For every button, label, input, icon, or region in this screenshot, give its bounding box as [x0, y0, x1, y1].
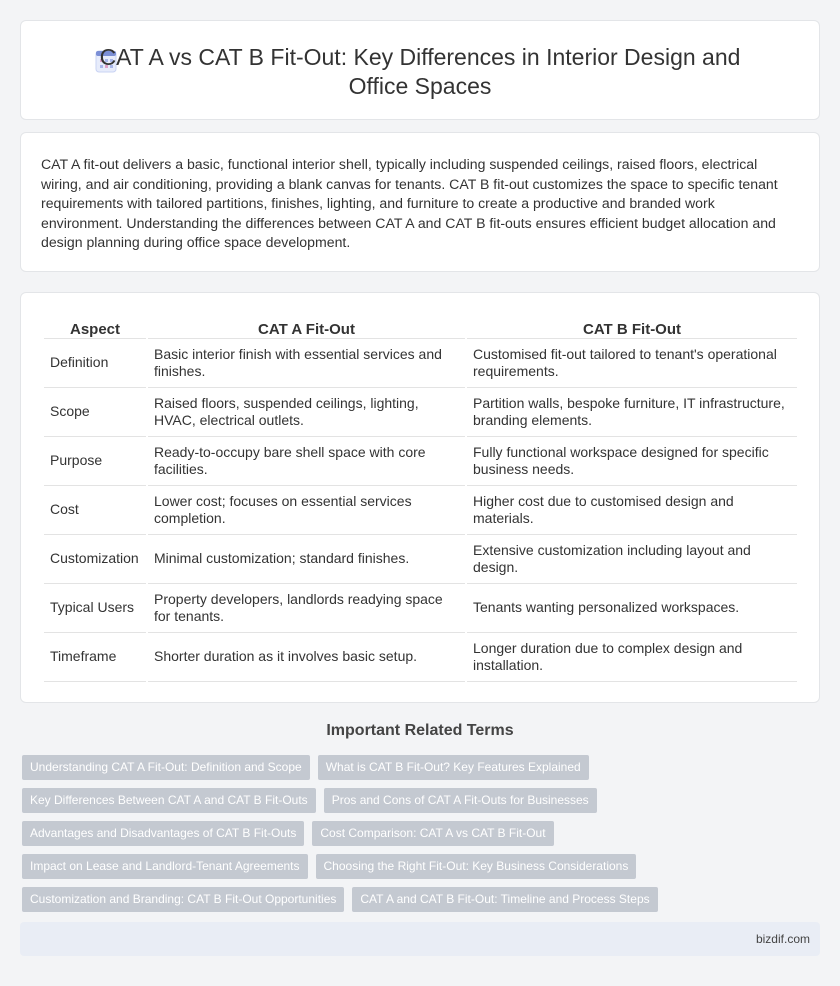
tag-row	[22, 788, 802, 813]
site-name: bizdif.com	[755, 932, 810, 946]
cat-a-cell: Minimal customization; standard finishes.	[148, 535, 465, 584]
intro-card	[20, 132, 820, 272]
cat-b-cell: Tenants wanting personalized workspaces.	[467, 584, 797, 633]
footer	[20, 922, 820, 956]
cat-a-cell: Lower cost; focuses on essential services completion.	[148, 486, 465, 535]
related-term-link[interactable]: Key Differences Between CAT A and CAT B Fit-Outs	[22, 788, 316, 813]
tag-row	[22, 854, 802, 879]
table-row	[44, 339, 797, 388]
aspect-cell: Timeframe	[44, 633, 146, 682]
cat-a-cell: Basic interior finish with essential services and finishes.	[148, 339, 465, 388]
table-row	[44, 535, 797, 584]
related-term-link[interactable]: Pros and Cons of CAT A Fit-Outs for Businesses	[324, 788, 597, 813]
cat-a-cell: Property developers, landlords readying space for tenants.	[148, 584, 465, 633]
comparison-table	[42, 317, 799, 682]
aspect-cell: Definition	[44, 339, 146, 388]
column-header-cat-a: CAT A Fit-Out	[148, 317, 465, 339]
table-header-row	[44, 317, 797, 339]
cat-a-cell: Shorter duration as it involves basic setup.	[148, 633, 465, 682]
related-term-link[interactable]: Choosing the Right Fit-Out: Key Business Considerations	[316, 854, 637, 879]
related-term-link[interactable]: CAT A and CAT B Fit-Out: Timeline and Process Steps	[352, 887, 657, 912]
table-row	[44, 388, 797, 437]
cat-a-cell: Ready-to-occupy bare shell space with core facilities.	[148, 437, 465, 486]
table-row	[44, 633, 797, 682]
aspect-cell: Typical Users	[44, 584, 146, 633]
related-term-link[interactable]: Customization and Branding: CAT B Fit-Out Opportunities	[22, 887, 344, 912]
tag-row	[22, 821, 802, 846]
related-term-link[interactable]: Understanding CAT A Fit-Out: Definition and Scope	[22, 755, 310, 780]
aspect-cell: Cost	[44, 486, 146, 535]
cat-b-cell: Partition walls, bespoke furniture, IT infrastructure, branding elements.	[467, 388, 797, 437]
tag-row	[22, 887, 802, 912]
cat-b-cell: Fully functional workspace designed for specific business needs.	[467, 437, 797, 486]
column-header-aspect: Aspect	[44, 317, 146, 339]
related-term-link[interactable]: Impact on Lease and Landlord-Tenant Agreements	[22, 854, 308, 879]
page-title: CAT A vs CAT B Fit-Out: Key Differences in Interior Design and Office Spaces	[99, 44, 741, 99]
related-term-link[interactable]: What is CAT B Fit-Out? Key Features Explained	[318, 755, 589, 780]
header-card	[20, 20, 820, 120]
comparison-card	[20, 292, 820, 703]
related-term-link[interactable]: Advantages and Disadvantages of CAT B Fit-Outs	[22, 821, 304, 846]
related-terms-list	[22, 755, 802, 920]
cat-b-cell: Higher cost due to customised design and materials.	[467, 486, 797, 535]
aspect-cell: Customization	[44, 535, 146, 584]
cat-a-cell: Raised floors, suspended ceilings, lighting, HVAC, electrical outlets.	[148, 388, 465, 437]
related-term-link[interactable]: Cost Comparison: CAT A vs CAT B Fit-Out	[312, 821, 553, 846]
cat-b-cell: Longer duration due to complex design and installation.	[467, 633, 797, 682]
tag-row	[22, 755, 802, 780]
related-terms-heading: Important Related Terms	[326, 722, 514, 739]
column-header-cat-b: CAT B Fit-Out	[467, 317, 797, 339]
table-row	[44, 584, 797, 633]
aspect-cell: Scope	[44, 388, 146, 437]
cat-b-cell: Extensive customization including layout and design.	[467, 535, 797, 584]
cat-b-cell: Customised fit-out tailored to tenant's operational requirements.	[467, 339, 797, 388]
aspect-cell: Purpose	[44, 437, 146, 486]
table-row	[44, 486, 797, 535]
intro-paragraph: CAT A fit-out delivers a basic, functional interior shell, typically including suspended ceilings, raised floors, electrical wiring, and air conditioning, providing a blank canvas for tenants. CAT B fit-out customizes the space to specific tenant requirements with tailored partitions, finishes, lighting, and furniture to create a productive and branded work environment. Understanding the differences between CAT A and CAT B fit-outs ensures efficient budget allocation and design planning during office space development.	[41, 156, 778, 251]
table-row	[44, 437, 797, 486]
